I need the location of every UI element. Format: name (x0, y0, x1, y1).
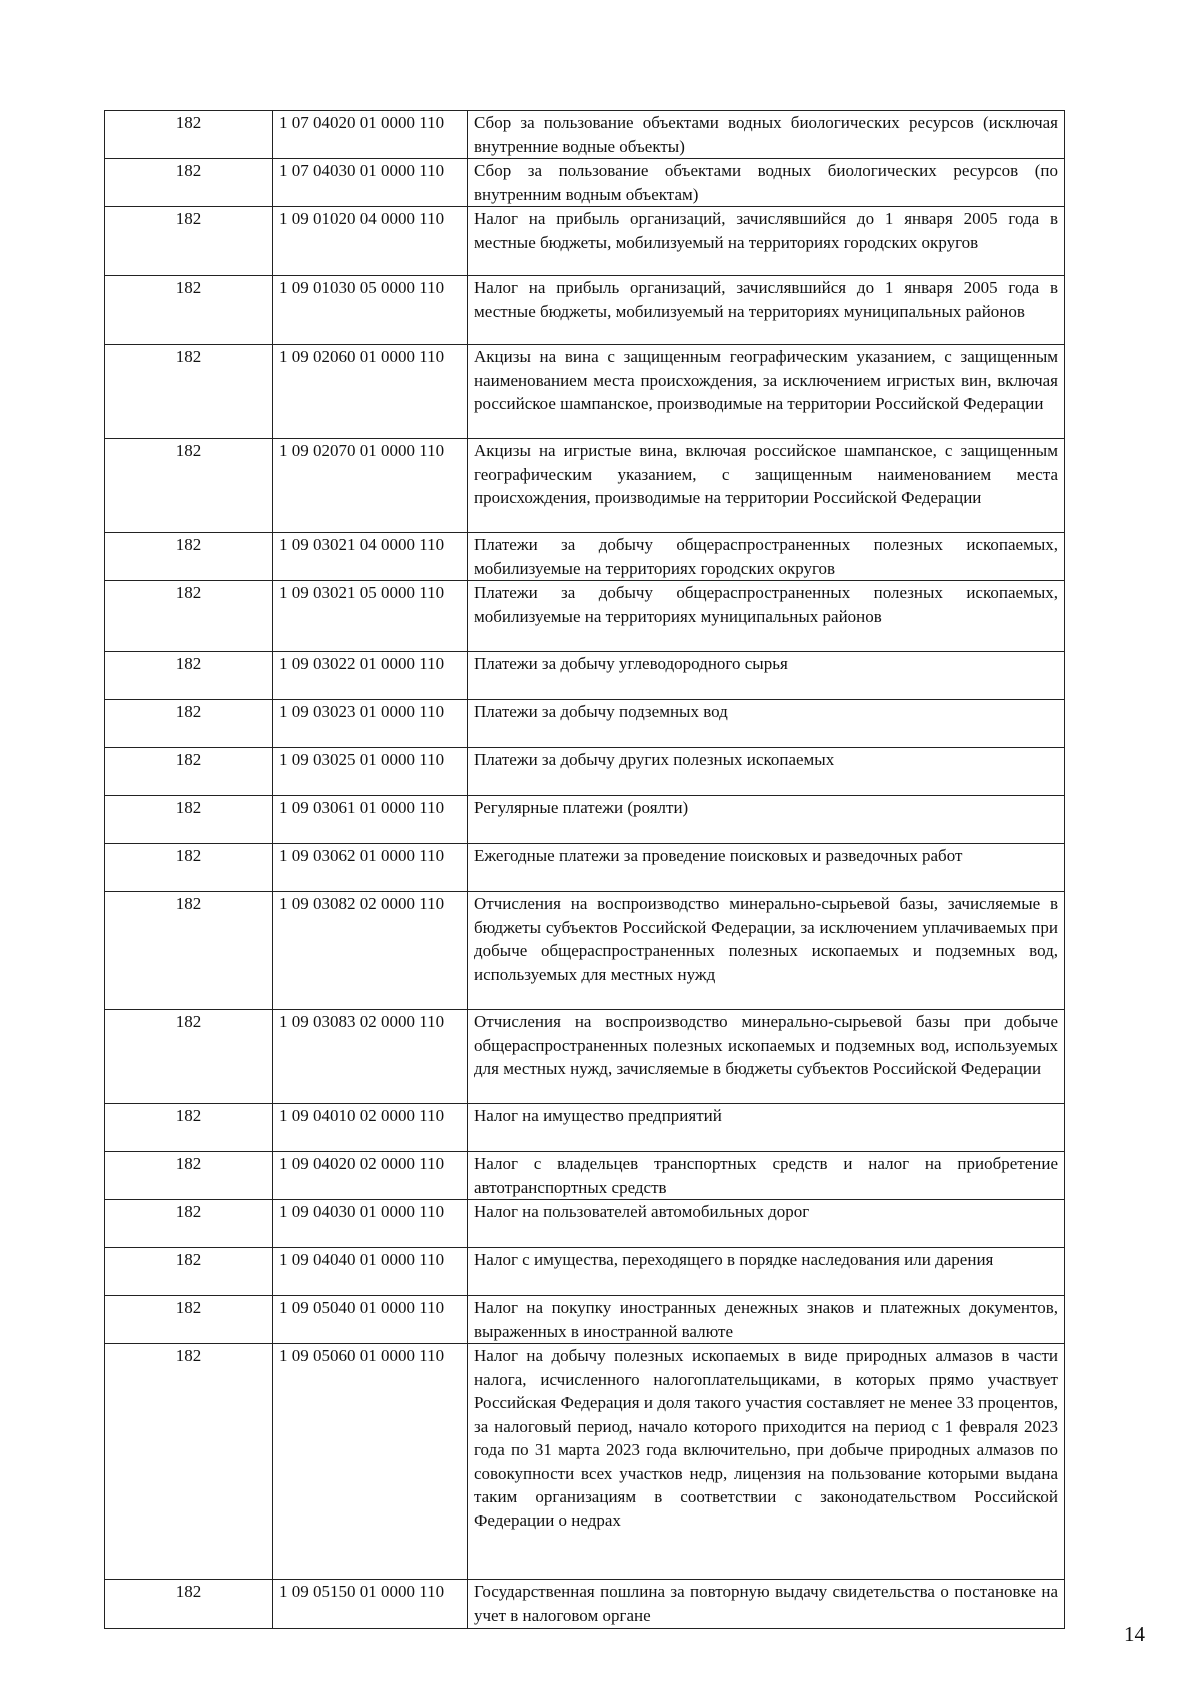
revenue-name-cell: Налог на прибыль организаций, зачислявшийся до 1 января 2005 года в местные бюджеты, мобилизуемый на территориях муниципальных районов (468, 276, 1065, 345)
revenue-name-cell: Ежегодные платежи за проведение поисковых и разведочных работ (468, 844, 1065, 892)
revenue-name-cell: Налог на прибыль организаций, зачислявшийся до 1 января 2005 года в местные бюджеты, мобилизуемый на территориях городских округов (468, 207, 1065, 276)
budget-code-cell: 1 07 04020 01 0000 110 (273, 111, 468, 159)
table-row (105, 1344, 1065, 1580)
revenue-name-cell: Сбор за пользование объектами водных биологических ресурсов (по внутренним водным объектам) (468, 159, 1065, 207)
page-number: 14 (1124, 1622, 1145, 1646)
revenue-name-cell: Государственная пошлина за повторную выдачу свидетельства о постановке на учет в налоговом органе (468, 1580, 1065, 1629)
admin-code-cell: 182 (105, 700, 273, 748)
revenue-name-cell: Платежи за добычу общераспространенных полезных ископаемых, мобилизуемые на территориях городских округов (468, 533, 1065, 581)
admin-code-cell: 182 (105, 1344, 273, 1580)
revenue-name-cell: Акцизы на вина с защищенным географическим указанием, с защищенным наименованием места происхождения, за исключением игристых вин, включая российское шампанское, производимые на территории Российской Федерации (468, 345, 1065, 439)
admin-code-cell: 182 (105, 1152, 273, 1200)
admin-code-cell: 182 (105, 892, 273, 1010)
revenue-name-cell: Платежи за добычу других полезных ископаемых (468, 748, 1065, 796)
table-row (105, 1580, 1065, 1629)
table-row (105, 533, 1065, 581)
table-row (105, 1248, 1065, 1296)
budget-code-cell: 1 09 03021 05 0000 110 (273, 581, 468, 652)
budget-code-cell: 1 09 03062 01 0000 110 (273, 844, 468, 892)
table-body (105, 111, 1065, 1629)
budget-code-cell: 1 09 02070 01 0000 110 (273, 439, 468, 533)
budget-code-cell: 1 09 01020 04 0000 110 (273, 207, 468, 276)
admin-code-cell: 182 (105, 796, 273, 844)
budget-code-cell: 1 09 03022 01 0000 110 (273, 652, 468, 700)
table-row (105, 111, 1065, 159)
admin-code-cell: 182 (105, 276, 273, 345)
table-row (105, 345, 1065, 439)
admin-code-cell: 182 (105, 1010, 273, 1104)
revenue-name-cell: Платежи за добычу подземных вод (468, 700, 1065, 748)
budget-code-cell: 1 09 04010 02 0000 110 (273, 1104, 468, 1152)
admin-code-cell: 182 (105, 533, 273, 581)
table-row (105, 1296, 1065, 1344)
budget-code-cell: 1 09 04030 01 0000 110 (273, 1200, 468, 1248)
table-row (105, 276, 1065, 345)
revenue-name-cell: Отчисления на воспроизводство минерально-сырьевой базы при добыче общераспространенных полезных ископаемых и подземных вод, используемых для местных нужд, зачисляемые в бюджеты субъектов Российской Федерации (468, 1010, 1065, 1104)
budget-code-cell: 1 09 03061 01 0000 110 (273, 796, 468, 844)
table-row (105, 1200, 1065, 1248)
budget-code-cell: 1 09 03025 01 0000 110 (273, 748, 468, 796)
table-row (105, 159, 1065, 207)
budget-code-cell: 1 09 03082 02 0000 110 (273, 892, 468, 1010)
admin-code-cell: 182 (105, 345, 273, 439)
table-row (105, 581, 1065, 652)
revenue-codes-table (104, 110, 1065, 1629)
revenue-name-cell: Сбор за пользование объектами водных биологических ресурсов (исключая внутренние водные объекты) (468, 111, 1065, 159)
revenue-name-cell: Налог на добычу полезных ископаемых в виде природных алмазов в части налога, исчисленного налогоплательщиками, в которых прямо участвует Российская Федерация и доля такого участия составляет не менее 33 процентов, за налоговый период, начало которого приходится на период с 1 февраля 2023 года по 31 марта 2023 года включительно, при добыче природных алмазов по совокупности всех участков недр, лицензия на пользование которыми выдана таким организациям в соответствии с законодательством Российской Федерации о недрах (468, 1344, 1065, 1580)
admin-code-cell: 182 (105, 1104, 273, 1152)
budget-code-cell: 1 09 05060 01 0000 110 (273, 1344, 468, 1580)
revenue-name-cell: Платежи за добычу общераспространенных полезных ископаемых, мобилизуемые на территориях муниципальных районов (468, 581, 1065, 652)
revenue-name-cell: Налог с имущества, переходящего в порядке наследования или дарения (468, 1248, 1065, 1296)
budget-code-cell: 1 09 03083 02 0000 110 (273, 1010, 468, 1104)
admin-code-cell: 182 (105, 1248, 273, 1296)
admin-code-cell: 182 (105, 1296, 273, 1344)
table-row (105, 207, 1065, 276)
revenue-name-cell: Платежи за добычу углеводородного сырья (468, 652, 1065, 700)
admin-code-cell: 182 (105, 844, 273, 892)
admin-code-cell: 182 (105, 748, 273, 796)
budget-code-cell: 1 09 04040 01 0000 110 (273, 1248, 468, 1296)
admin-code-cell: 182 (105, 439, 273, 533)
revenue-name-cell: Налог на покупку иностранных денежных знаков и платежных документов, выраженных в иностранной валюте (468, 1296, 1065, 1344)
budget-code-cell: 1 09 03021 04 0000 110 (273, 533, 468, 581)
table-row (105, 844, 1065, 892)
table-row (105, 439, 1065, 533)
table-row (105, 796, 1065, 844)
budget-code-cell: 1 09 05040 01 0000 110 (273, 1296, 468, 1344)
admin-code-cell: 182 (105, 1200, 273, 1248)
table-row (105, 652, 1065, 700)
admin-code-cell: 182 (105, 111, 273, 159)
revenue-name-cell: Регулярные платежи (роялти) (468, 796, 1065, 844)
table-row (105, 892, 1065, 1010)
revenue-name-cell: Налог на пользователей автомобильных дорог (468, 1200, 1065, 1248)
budget-code-cell: 1 09 01030 05 0000 110 (273, 276, 468, 345)
budget-code-cell: 1 07 04030 01 0000 110 (273, 159, 468, 207)
revenue-name-cell: Налог с владельцев транспортных средств и налог на приобретение автотранспортных средств (468, 1152, 1065, 1200)
budget-code-cell: 1 09 02060 01 0000 110 (273, 345, 468, 439)
budget-code-cell: 1 09 05150 01 0000 110 (273, 1580, 468, 1629)
admin-code-cell: 182 (105, 159, 273, 207)
revenue-name-cell: Акцизы на игристые вина, включая российское шампанское, с защищенным географическим указанием, с защищенным наименованием места происхождения, производимые на территории Российской Федерации (468, 439, 1065, 533)
admin-code-cell: 182 (105, 207, 273, 276)
revenue-name-cell: Налог на имущество предприятий (468, 1104, 1065, 1152)
table-row (105, 1152, 1065, 1200)
budget-code-cell: 1 09 04020 02 0000 110 (273, 1152, 468, 1200)
budget-code-cell: 1 09 03023 01 0000 110 (273, 700, 468, 748)
admin-code-cell: 182 (105, 652, 273, 700)
admin-code-cell: 182 (105, 581, 273, 652)
admin-code-cell: 182 (105, 1580, 273, 1629)
revenue-name-cell: Отчисления на воспроизводство минерально-сырьевой базы, зачисляемые в бюджеты субъектов Российской Федерации, за исключением уплачиваемых при добыче общераспространенных полезных ископаемых и подземных вод, используемых для местных нужд (468, 892, 1065, 1010)
table-row (105, 1010, 1065, 1104)
table-row (105, 700, 1065, 748)
table-row (105, 748, 1065, 796)
table-row (105, 1104, 1065, 1152)
